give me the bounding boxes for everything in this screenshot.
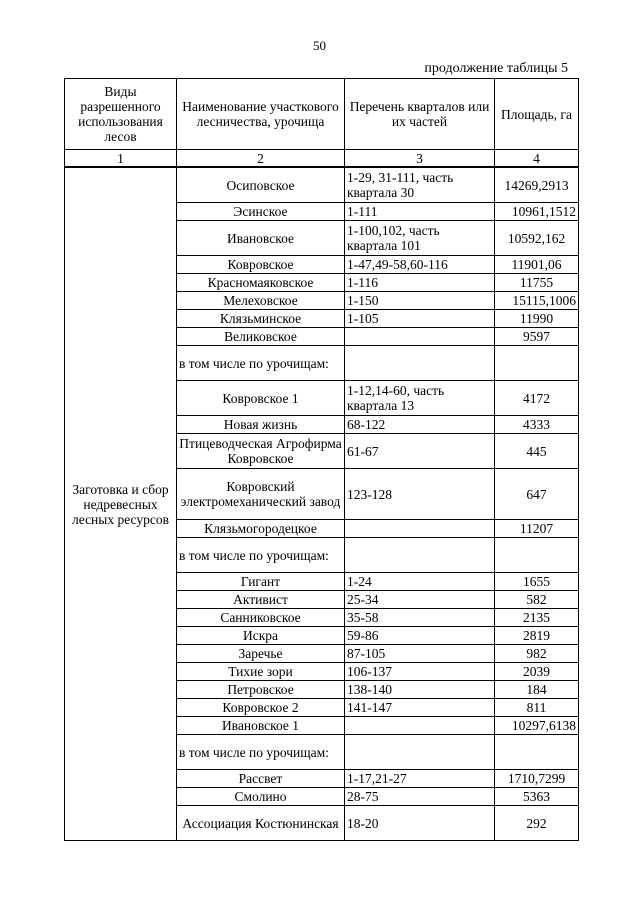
area-cell: 4172 [495, 381, 579, 416]
forestry-name-cell: Гигант [177, 573, 345, 591]
forestry-name-cell: Ковровское [177, 256, 345, 274]
quarters-cell: 1-29, 31-111, часть квартала 30 [345, 167, 495, 203]
forestry-name-cell: в том числе по урочищам: [177, 538, 345, 573]
area-cell: 11990 [495, 310, 579, 328]
forestry-name-cell: Санниковское [177, 609, 345, 627]
area-cell: 10297,6138 [495, 717, 579, 735]
forestry-name-cell: Птицеводческая Агрофирма Ковровское [177, 434, 345, 469]
quarters-cell [345, 520, 495, 538]
quarters-cell: 1-100,102, часть квартала 101 [345, 221, 495, 256]
page-number: 50 [313, 38, 326, 53]
area-cell: 2135 [495, 609, 579, 627]
quarters-cell [345, 735, 495, 770]
forestry-name-cell: Клязьминское [177, 310, 345, 328]
table-row [65, 167, 579, 203]
area-cell: 11901,06 [495, 256, 579, 274]
column-number: 2 [177, 150, 345, 168]
quarters-cell: 59-86 [345, 627, 495, 645]
area-cell: 5363 [495, 788, 579, 806]
header-usage-type: Виды разрешенного использования лесов [65, 79, 177, 150]
area-cell: 811 [495, 699, 579, 717]
quarters-cell: 141-147 [345, 699, 495, 717]
quarters-cell: 18-20 [345, 806, 495, 841]
quarters-cell: 1-47,49-58,60-116 [345, 256, 495, 274]
area-cell: 1655 [495, 573, 579, 591]
forestry-name-cell: Рассвет [177, 770, 345, 788]
column-number: 3 [345, 150, 495, 168]
area-cell: 292 [495, 806, 579, 841]
area-cell: 15115,1006 [495, 292, 579, 310]
forestry-name-cell: Заречье [177, 645, 345, 663]
forestry-name-cell: Новая жизнь [177, 416, 345, 434]
area-cell: 4333 [495, 416, 579, 434]
quarters-cell: 1-116 [345, 274, 495, 292]
quarters-cell [345, 346, 495, 381]
area-cell: 582 [495, 591, 579, 609]
forestry-name-cell: Смолино [177, 788, 345, 806]
quarters-cell: 1-150 [345, 292, 495, 310]
quarters-cell: 138-140 [345, 681, 495, 699]
column-number: 4 [495, 150, 579, 168]
quarters-cell: 35-58 [345, 609, 495, 627]
quarters-cell: 25-34 [345, 591, 495, 609]
area-cell [495, 346, 579, 381]
column-number: 1 [65, 150, 177, 168]
forestry-name-cell: Ковровский электромеханический завод [177, 469, 345, 520]
area-cell: 11755 [495, 274, 579, 292]
forestry-name-cell: Ковровское 1 [177, 381, 345, 416]
forestry-name-cell: Ассоциация Костюнинская [177, 806, 345, 841]
quarters-cell: 68-122 [345, 416, 495, 434]
area-cell: 184 [495, 681, 579, 699]
quarters-cell: 1-12,14-60, часть квартала 13 [345, 381, 495, 416]
forestry-name-cell: Мелеховское [177, 292, 345, 310]
quarters-cell: 123-128 [345, 469, 495, 520]
forestry-name-cell: Красномаяковское [177, 274, 345, 292]
table-header-row [65, 79, 579, 150]
quarters-cell [345, 538, 495, 573]
forestry-name-cell: в том числе по урочищам: [177, 346, 345, 381]
area-cell [495, 735, 579, 770]
forestry-name-cell: в том числе по урочищам: [177, 735, 345, 770]
area-cell [495, 538, 579, 573]
header-forestry-name: Наименование участкового лесничества, урочища [177, 79, 345, 150]
forestry-name-cell: Активист [177, 591, 345, 609]
header-area: Площадь, га [495, 79, 579, 150]
forestry-name-cell: Осиповское [177, 167, 345, 203]
area-cell: 14269,2913 [495, 167, 579, 203]
forestry-name-cell: Искра [177, 627, 345, 645]
forestry-name-cell: Великовское [177, 328, 345, 346]
column-number-row [65, 150, 579, 168]
forestry-name-cell: Тихие зори [177, 663, 345, 681]
area-cell: 2819 [495, 627, 579, 645]
forestry-name-cell: Ивановское 1 [177, 717, 345, 735]
forest-use-table [64, 78, 579, 841]
area-cell: 1710,7299 [495, 770, 579, 788]
area-cell: 11207 [495, 520, 579, 538]
quarters-cell: 1-105 [345, 310, 495, 328]
forestry-name-cell: Петровское [177, 681, 345, 699]
quarters-cell: 1-111 [345, 203, 495, 221]
header-quarters: Перечень кварталов или их частей [345, 79, 495, 150]
forestry-name-cell: Ковровское 2 [177, 699, 345, 717]
area-cell: 2039 [495, 663, 579, 681]
quarters-cell: 61-67 [345, 434, 495, 469]
quarters-cell: 1-24 [345, 573, 495, 591]
area-cell: 9597 [495, 328, 579, 346]
forestry-name-cell: Эсинское [177, 203, 345, 221]
area-cell: 647 [495, 469, 579, 520]
quarters-cell: 106-137 [345, 663, 495, 681]
quarters-cell [345, 328, 495, 346]
quarters-cell: 1-17,21-27 [345, 770, 495, 788]
forestry-name-cell: Ивановское [177, 221, 345, 256]
usage-type-cell: Заготовка и сбор недревесных лесных ресурсов [65, 167, 177, 841]
quarters-cell: 87-105 [345, 645, 495, 663]
area-cell: 10961,1512 [495, 203, 579, 221]
quarters-cell: 28-75 [345, 788, 495, 806]
area-cell: 10592,162 [495, 221, 579, 256]
table-continuation-caption: продолжение таблицы 5 [424, 61, 568, 76]
area-cell: 982 [495, 645, 579, 663]
quarters-cell [345, 717, 495, 735]
area-cell: 445 [495, 434, 579, 469]
forestry-name-cell: Клязьмогородецкое [177, 520, 345, 538]
